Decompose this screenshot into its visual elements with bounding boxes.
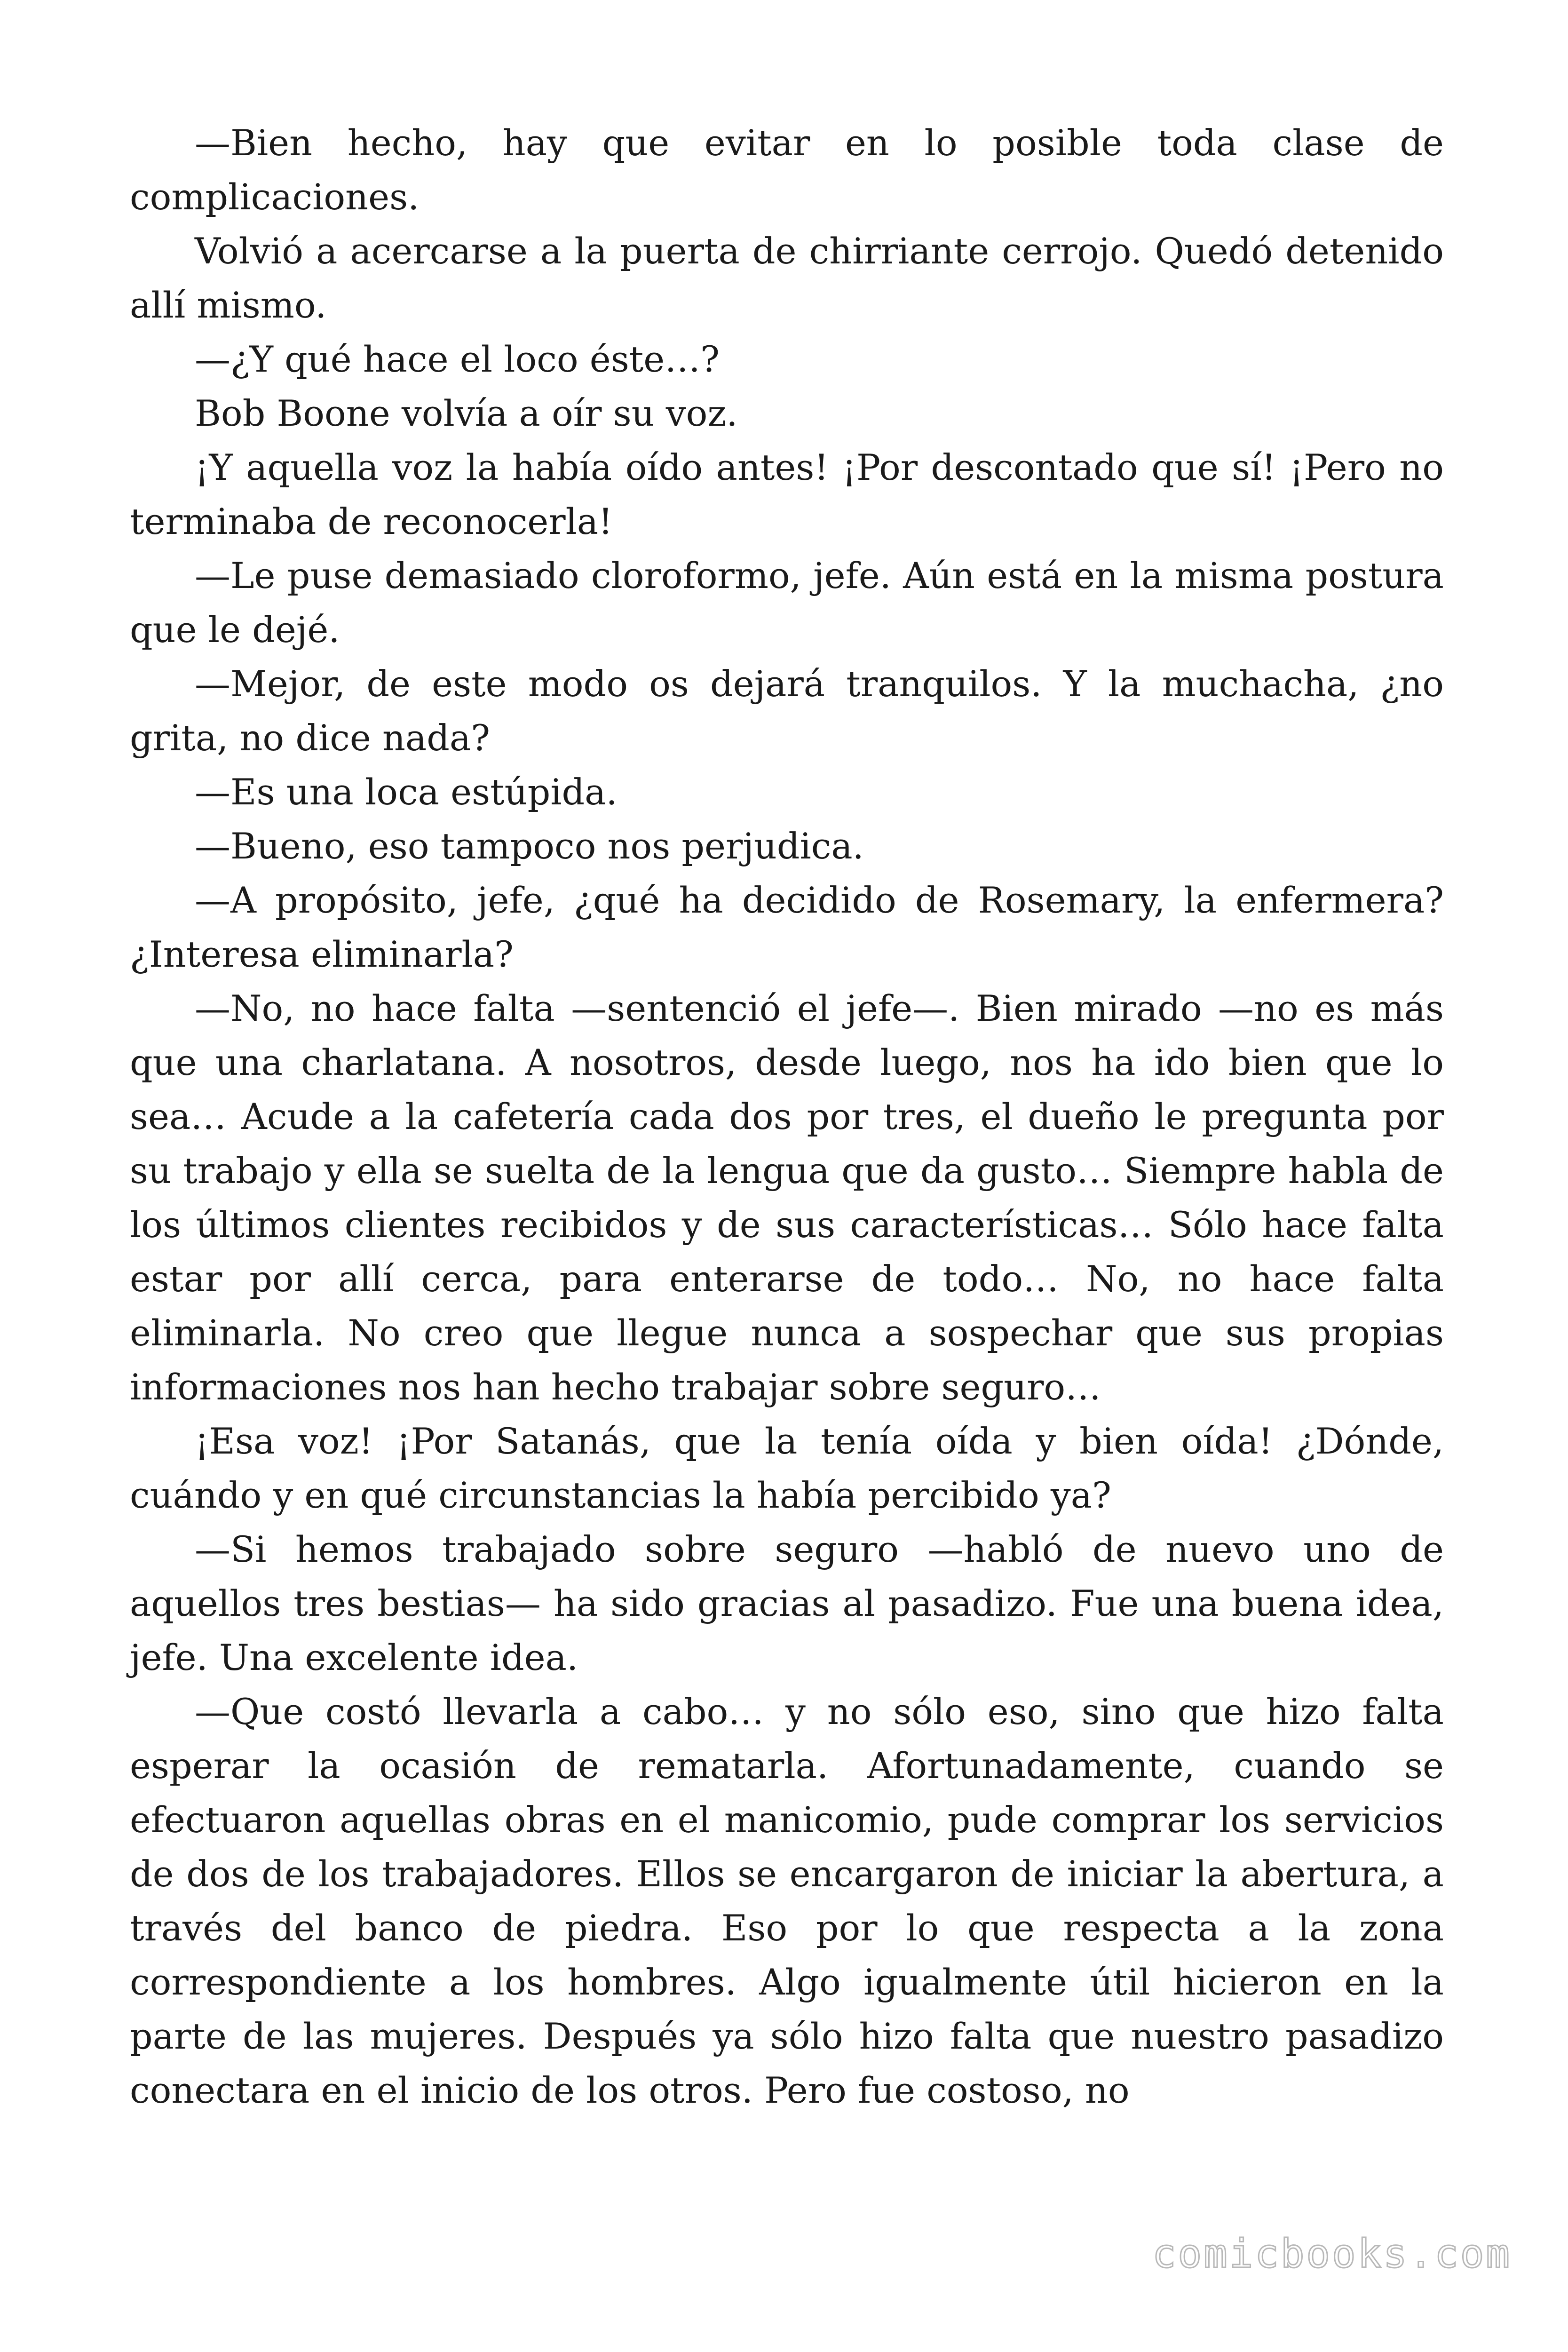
paragraph: Volvió a acercarse a la puerta de chirriante cerrojo. Quedó detenido allí mismo.: [130, 230, 1444, 326]
paragraph: —Es una loca estúpida.: [195, 771, 618, 813]
paragraph: —Bueno, eso tampoco nos perjudica.: [195, 825, 864, 867]
paragraph: —A propósito, jefe, ¿qué ha decidido de Rosemary, la enfermera? ¿Interesa eliminarla?: [130, 879, 1444, 975]
paragraph: ¡Y aquella voz la había oído antes! ¡Por descontado que sí! ¡Pero no terminaba de reconocerla!: [130, 446, 1444, 542]
book-page-text: [130, 116, 1444, 2117]
paragraph: —¿Y qué hace el loco éste…?: [195, 338, 720, 380]
paragraph: —Bien hecho, hay que evitar en lo posible toda clase de complicaciones.: [130, 122, 1444, 218]
paragraph: Bob Boone volvía a oír su voz.: [195, 392, 738, 434]
paragraph: —Que costó llevarla a cabo… y no sólo eso, sino que hizo falta esperar la ocasión de rematarla. Afortunadamente, cuando se efectuaron aquellas obras en el manicomio, pude comprar los servicios de dos de los trabajadores. Ellos se encargaron de iniciar la abertura, a través del banco de piedra. Eso por lo que respecta a la zona correspondiente a los hombres. Algo igualmente útil hicieron en la parte de las mujeres. Después ya sólo hizo falta que nuestro pasadizo conectara en el inicio de los otros. Pero fue costoso, no: [130, 1691, 1444, 2111]
paragraph: —Si hemos trabajado sobre seguro —habló de nuevo uno de aquellos tres bestias— ha sido gracias al pasadizo. Fue una buena idea, jefe. Una excelente idea.: [130, 1528, 1444, 1678]
watermark-logo: comicbooks.com: [1152, 2231, 1512, 2277]
paragraph: ¡Esa voz! ¡Por Satanás, que la tenía oída y bien oída! ¿Dónde, cuándo y en qué circunstancias la había percibido ya?: [130, 1420, 1444, 1516]
paragraph: —Mejor, de este modo os dejará tranquilos. Y la muchacha, ¿no grita, no dice nada?: [130, 663, 1444, 759]
paragraph: —No, no hace falta —sentenció el jefe—. Bien mirado —no es más que una charlatana. A nosotros, desde luego, nos ha ido bien que lo sea… Acude a la cafetería cada dos por tres, el dueño le pregunta por su trabajo y ella se suelta de la lengua que da gusto… Siempre habla de los últimos clientes recibidos y de sus características… Sólo hace falta estar por allí cerca, para enterarse de todo… No, no hace falta eliminarla. No creo que llegue nunca a sospechar que sus propias informaciones nos han hecho trabajar sobre seguro…: [130, 987, 1444, 1408]
paragraph: —Le puse demasiado cloroformo, jefe. Aún está en la misma postura que le dejé.: [130, 555, 1444, 651]
